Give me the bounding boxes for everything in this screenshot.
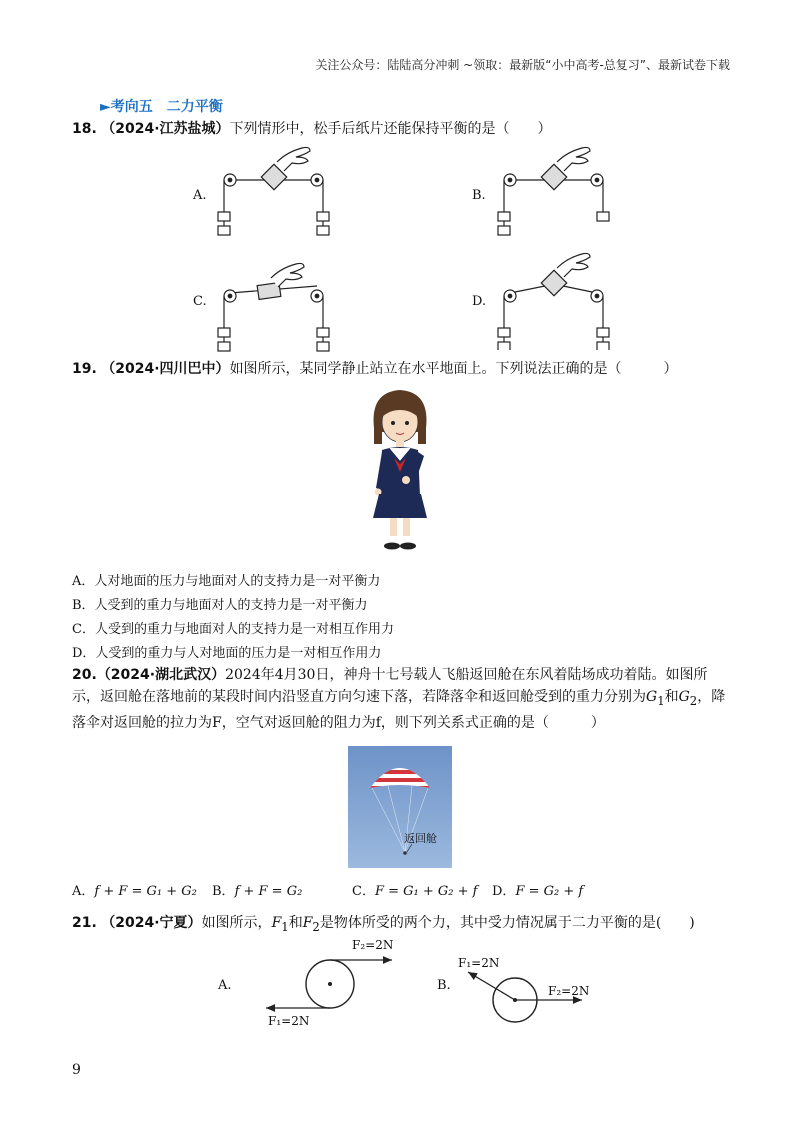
option-label: B. (437, 978, 451, 993)
section-title: ►考向五 二力平衡 (100, 99, 223, 115)
question-text: 和 (288, 915, 303, 931)
parachute-photo (348, 746, 452, 868)
question-number: 18. (72, 121, 97, 137)
subscript: 2 (689, 693, 698, 708)
question-text: 如图所示， (201, 915, 272, 931)
option-expression: f + F = G₂ (234, 884, 303, 899)
figure-18a (185, 140, 355, 240)
subscript: 2 (312, 919, 320, 934)
option-label: C． (352, 884, 375, 899)
question-18-stem (72, 118, 740, 140)
symbol-f: F (302, 915, 313, 931)
question-source: （2024·江苏盐城） (101, 121, 230, 137)
option-c: C．人受到的重力与地面对人的支持力是一对相互作用力 (72, 622, 394, 637)
question-20-stem (72, 664, 740, 734)
question-text: 如图所示，某同学静止站立在水平地面上。下列说法正确的是（ ） (229, 361, 678, 377)
question-text: 2024年4月30日，神舟十七号载人飞船返回舱在东风着陆场成功着陆。如图所 (225, 667, 708, 683)
question-number: 19. (72, 361, 97, 377)
force-label: F₂=2N (548, 984, 590, 998)
figure-18b (465, 140, 635, 240)
option-a (72, 880, 197, 899)
force-label: F₁=2N (458, 956, 500, 970)
option-c (352, 880, 477, 899)
subscript: 1 (281, 919, 289, 934)
figure-21b (460, 958, 600, 1038)
option-label: D. (472, 294, 487, 309)
option-label: B. (472, 188, 486, 203)
option-label: C. (193, 294, 207, 309)
question-text: 落伞对返回舱的拉力为F，空气对返回舱的阻力为f，则下列关系式正确的是（ ） (72, 714, 605, 731)
option-b: B．人受到的重力与地面对人的支持力是一对平衡力 (72, 598, 368, 613)
option-a: A．人对地面的压力与地面对人的支持力是一对平衡力 (72, 574, 381, 589)
symbol-g: G (646, 689, 658, 705)
subscript: 1 (657, 693, 665, 708)
question-number: 20. (72, 667, 97, 683)
question-number: 21. (72, 915, 97, 931)
option-label: A. (193, 188, 207, 203)
question-text: 是物体所受的两个力，其中受力情况属于二力平衡的是( ) (319, 915, 695, 931)
question-source: （2024·宁夏） (101, 915, 202, 931)
option-label: A． (72, 884, 95, 899)
option-expression: f + F = G₁ + G₂ (94, 884, 197, 899)
option-d: D．人受到的重力与人对地面的压力是一对相互作用力 (72, 646, 382, 661)
question-text: 下列情形中，松手后纸片还能保持平衡的是（ ） (229, 121, 552, 137)
figure-18c (185, 258, 355, 358)
question-19-stem (72, 358, 740, 380)
symbol-f: F (271, 915, 282, 931)
symbol-g: G (678, 689, 690, 705)
question-text: 示，返回舱在落地前的某段时间内沿竖直方向匀速下落，若降落伞和返回舱受到的重力分别为 (72, 689, 646, 705)
parachute-illustration (348, 746, 452, 868)
force-label: F₁=2N (268, 1014, 310, 1028)
option-label: D． (492, 884, 516, 899)
option-b (212, 880, 302, 899)
question-text: 和 (664, 689, 679, 705)
question-text: ，降 (697, 689, 726, 705)
option-expression: F = G₂ + f (515, 884, 584, 899)
force-label: F₂=2N (352, 938, 394, 952)
figure-18d (465, 250, 635, 350)
question-source: （2024·湖北武汉） (96, 667, 226, 683)
question-21-stem (72, 912, 740, 938)
option-label: B． (212, 884, 235, 899)
capsule-label: 返回舱 (404, 832, 437, 845)
student-figure (360, 388, 440, 556)
option-d (492, 880, 583, 899)
page-header: 关注公众号：陆陆高分冲刺 ~领取：最新版“小中高考-总复习”、最新试卷下载 (315, 58, 730, 72)
option-expression: F = G₁ + G₂ + f (374, 884, 478, 899)
question-source: （2024·四川巴中） (101, 361, 230, 377)
option-label: A. (218, 978, 232, 993)
page-number: 9 (72, 1062, 81, 1078)
